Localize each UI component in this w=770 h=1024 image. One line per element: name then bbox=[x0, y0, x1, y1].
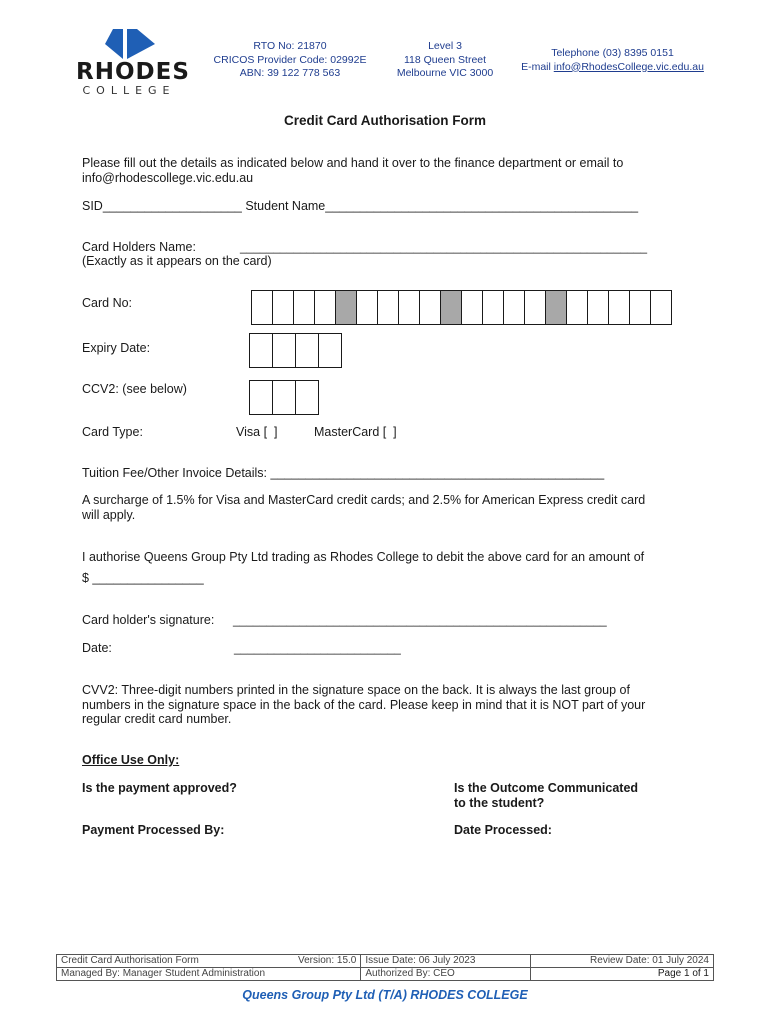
tuition-fee-field[interactable]: Tuition Fee/Other Invoice Details: ________________________________________________ bbox=[82, 466, 605, 480]
doc-name-cell: Credit Card Authorisation Form bbox=[57, 955, 266, 968]
card-digit-box[interactable] bbox=[377, 290, 399, 325]
logo-subtitle: COLLEGE bbox=[82, 84, 176, 97]
cvv-note-line-3: regular credit card number. bbox=[82, 712, 232, 726]
registration-info bbox=[200, 40, 380, 81]
rto-number: RTO No: 21870 bbox=[253, 40, 327, 52]
managed-by-cell: Managed By: Manager Student Administration bbox=[57, 968, 361, 981]
card-digit-box[interactable] bbox=[461, 290, 483, 325]
card-digit-box[interactable] bbox=[272, 290, 294, 325]
ccv-digit-box[interactable] bbox=[249, 380, 273, 415]
telephone: Telephone (03) 8395 0151 bbox=[551, 47, 674, 59]
outcome-communicated-label bbox=[454, 781, 638, 810]
card-digit-box[interactable] bbox=[524, 290, 546, 325]
cvv-explanation bbox=[82, 683, 692, 727]
card-holder-note: (Exactly as it appears on the card) bbox=[82, 254, 272, 268]
intro-text bbox=[82, 156, 702, 185]
outcome-line-2: to the student? bbox=[454, 795, 545, 810]
address-info bbox=[385, 40, 505, 81]
ccv-digit-box[interactable] bbox=[272, 380, 296, 415]
page-number-cell: Page 1 of 1 bbox=[531, 968, 714, 981]
logo-emblem-icon bbox=[76, 28, 182, 62]
card-digit-box[interactable] bbox=[650, 290, 672, 325]
cvv-note-line-2: numbers in the signature space in the back of the card. Please keep in mind that it is NOT part of your bbox=[82, 697, 646, 712]
email-label: E-mail bbox=[521, 60, 554, 73]
company-footer: Queens Group Pty Ltd (T/A) RHODES COLLEGE bbox=[242, 988, 528, 1002]
payment-processed-by-label: Payment Processed By: bbox=[82, 823, 225, 837]
address-line-1: Level 3 bbox=[428, 40, 462, 52]
ccv-digit-box[interactable] bbox=[295, 380, 319, 415]
card-digit-box[interactable] bbox=[356, 290, 378, 325]
cricos-code: CRICOS Provider Code: 02992E bbox=[213, 53, 367, 66]
contact-info bbox=[510, 47, 715, 74]
card-digit-box[interactable] bbox=[587, 290, 609, 325]
card-holder-input[interactable]: _____________________________________________________________ bbox=[240, 240, 648, 254]
intro-line-2: info@rhodescollege.vic.edu.au bbox=[82, 170, 254, 185]
card-digit-box[interactable] bbox=[293, 290, 315, 325]
email-line bbox=[510, 61, 715, 75]
college-logo bbox=[76, 28, 190, 98]
issue-date-cell: Issue Date: 06 July 2023 bbox=[361, 955, 531, 968]
card-digit-box[interactable] bbox=[482, 290, 504, 325]
address-line-3: Melbourne VIC 3000 bbox=[396, 67, 494, 79]
surcharge-line-1: A surcharge of 1.5% for Visa and MasterCard credit cards; and 2.5% for American Express credit card bbox=[82, 493, 646, 507]
card-digit-box[interactable] bbox=[566, 290, 588, 325]
mastercard-checkbox[interactable]: MasterCard [ ] bbox=[314, 425, 397, 439]
card-number-boxes[interactable] bbox=[251, 290, 671, 325]
expiry-date-label: Expiry Date: bbox=[82, 341, 151, 355]
card-digit-box[interactable] bbox=[629, 290, 651, 325]
cvv-note-line-1: CVV2: Three-digit numbers printed in the signature space on the back. It is always the last group of bbox=[82, 683, 630, 697]
card-digit-box[interactable] bbox=[251, 290, 273, 325]
surcharge-line-2: will apply. bbox=[82, 507, 136, 522]
expiry-digit-box[interactable] bbox=[318, 333, 342, 368]
expiry-digit-box[interactable] bbox=[295, 333, 319, 368]
amount-field[interactable]: $ ________________ bbox=[82, 571, 204, 585]
date-label: Date: bbox=[82, 641, 112, 655]
logo-name: RHODES bbox=[76, 59, 190, 85]
address-line-2: 118 Queen Street bbox=[403, 53, 487, 66]
card-type-label: Card Type: bbox=[82, 425, 143, 439]
form-title: Credit Card Authorisation Form bbox=[283, 113, 486, 128]
visa-checkbox[interactable]: Visa [ ] bbox=[236, 425, 278, 439]
card-separator-box bbox=[335, 290, 357, 325]
card-digit-box[interactable] bbox=[398, 290, 420, 325]
payment-approved-label: Is the payment approved? bbox=[82, 781, 237, 795]
review-date-cell: Review Date: 01 July 2024 bbox=[531, 955, 714, 968]
surcharge-note bbox=[82, 493, 702, 522]
abn-number: ABN: 39 122 778 563 bbox=[239, 67, 341, 79]
signature-input[interactable]: ________________________________________________________ bbox=[233, 613, 607, 627]
ccv-label: CCV2: (see below) bbox=[82, 382, 187, 396]
authorisation-statement: I authorise Queens Group Pty Ltd trading as Rhodes College to debit the above card for an amount of bbox=[82, 550, 645, 564]
intro-line-1: Please fill out the details as indicated below and hand it over to the finance department or email to bbox=[82, 156, 624, 170]
card-digit-box[interactable] bbox=[314, 290, 336, 325]
date-processed-label: Date Processed: bbox=[454, 823, 552, 837]
office-use-heading: Office Use Only: bbox=[82, 753, 180, 767]
card-digit-box[interactable] bbox=[608, 290, 630, 325]
card-separator-box bbox=[545, 290, 567, 325]
ccv-boxes[interactable] bbox=[249, 380, 318, 415]
card-holder-label: Card Holders Name: bbox=[82, 240, 196, 254]
authorized-by-cell: Authorized By: CEO bbox=[361, 968, 531, 981]
card-separator-box bbox=[440, 290, 462, 325]
card-digit-box[interactable] bbox=[419, 290, 441, 325]
expiry-date-boxes[interactable] bbox=[249, 333, 341, 368]
email-link[interactable]: info@RhodesCollege.vic.edu.au bbox=[553, 60, 704, 73]
outcome-line-1: Is the Outcome Communicated bbox=[454, 781, 639, 795]
signature-label: Card holder's signature: bbox=[82, 613, 215, 627]
expiry-digit-box[interactable] bbox=[249, 333, 273, 368]
card-digit-box[interactable] bbox=[503, 290, 525, 325]
document-control-table bbox=[56, 954, 714, 981]
sid-student-name-field[interactable]: SID____________________ Student Name_____________________________________________ bbox=[82, 199, 639, 213]
date-input[interactable]: _________________________ bbox=[234, 641, 401, 655]
card-number-label: Card No: bbox=[82, 296, 133, 310]
expiry-digit-box[interactable] bbox=[272, 333, 296, 368]
version-cell: Version: 15.0 bbox=[265, 955, 360, 968]
